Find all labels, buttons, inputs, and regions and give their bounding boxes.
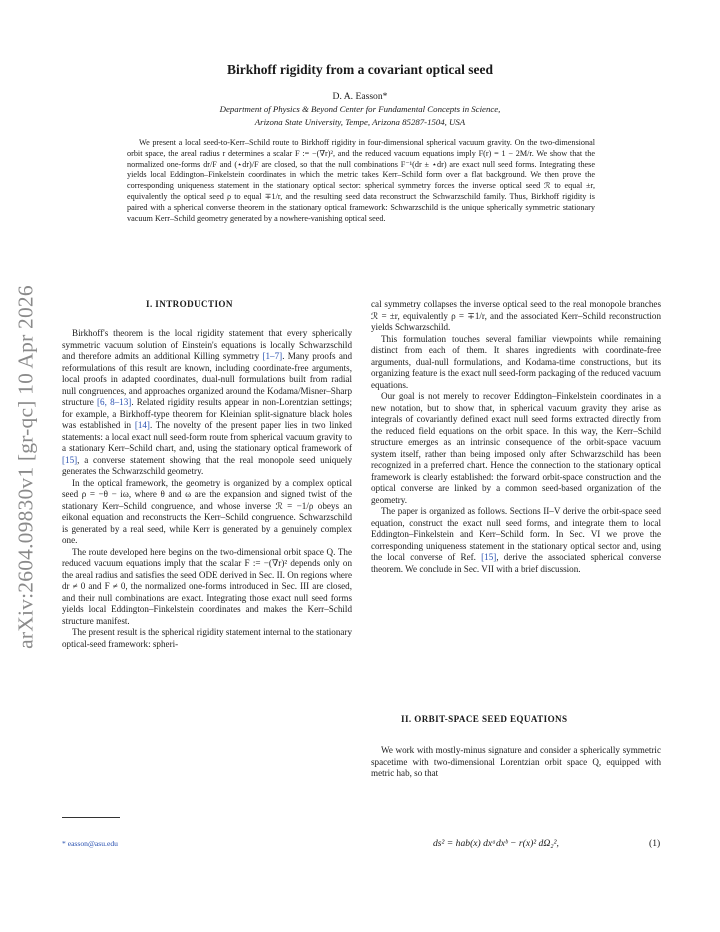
intro-paragraph-4: The present result is the spherical rigidity statement internal to the stationary optical-seed framework: spheri- (62, 627, 352, 649)
footnote-email[interactable]: * easson@asu.edu (62, 839, 118, 848)
section-heading-introduction: I. INTRODUCTION (146, 299, 233, 309)
left-column (62, 328, 352, 650)
affiliation-line-1: Department of Physics & Beyond Center for Fundamental Concepts in Science, (219, 104, 501, 114)
arxiv-sidebar-stamp (6, 262, 46, 672)
citation-link[interactable]: [15] (481, 552, 497, 562)
affiliation (0, 103, 720, 128)
paper-title: Birkhoff rigidity from a covariant optical seed (227, 62, 493, 77)
intro-paragraph-1: Birkhoff's theorem is the local rigidity statement that every spherically symmetric vacuum solution of Einstein's equations is locally Schwarzschild and therefore admits an additional Killing symmetry [1–7]. Many proofs and reformulations of this result are known, including coordinate-free arguments, local proofs in adapted coordinates, dual-null formulations built from radial null congruences, and approaches organized around the Kodama/Misner–Sharp structure [6, 8–13]. Related rigidity results appear in non-Lorentzian settings; for example, a Birkhoff-type theorem for Kleinian split-signature black holes was established in [14]. The novelty of the present paper lies in two linked statements: a local exact null seed-form route from spherical vacuum gravity to a stationary Kerr–Schild chart, and, using the stationary optical framework of [15], a converse statement showing that the real monopole seed uniquely generates the Schwarzschild geometry. (62, 328, 353, 476)
orbit-section-text (371, 745, 661, 780)
section-heading-orbit-space: II. ORBIT-SPACE SEED EQUATIONS (401, 714, 568, 724)
intro-paragraph-7: Our goal is not merely to recover Eddington–Finkelstein coordinates in a new notation, but to show that, in spherical vacuum gravity they arise as integrals of covariantly defined exact null seed forms extracted directly from the reduced field equations on the orbit space. In this way, the Kerr–Schild structure emerges as an intrinsic consequence of the orbit-space vacuum system itself, rather than being imposed only after Schwarzschild has been recognized in a preferred chart. Hence the connection to the stationary optical framework is clearly established: the forward orbit-space construction and the optical converse are linked by a common seed-based organization of the geometry. (371, 391, 661, 505)
equation-number: (1) (649, 838, 661, 849)
intro-paragraph-8: The paper is organized as follows. Sections II–V derive the orbit-space seed equation, construct the exact null seed forms, and integrate them to local Eddington–Finkelstein and Kerr–Schild form. In Sec. VI we prove the corresponding uniqueness statement in the stationary optical sector and, using the local converse of Ref. [15], derive the associated spherical converse theorem. We conclude in Sec. VII with a brief discussion. (371, 506, 661, 574)
intro-paragraph-5: cal symmetry collapses the inverse optical seed to the real monopole branches ℛ = ±r, equivalently ρ = ∓1/r, and the associated Kerr–Schild reconstruction yields Schwarzschild. (371, 299, 661, 332)
intro-paragraph-3: The route developed here begins on the two-dimensional orbit space Q. The reduced vacuum equations imply that the scalar F := −(∇r)² depends only on the areal radius and satisfies the seed ODE derived in Sec. II. On regions where dr ≠ 0 and F ≠ 0, the normalized one-forms introduced in Sec. III are closed, and their null combinations are exact. Integrating those exact null seed forms yields local Eddington–Finkelstein coordinates and makes the Kerr–Schild structure manifest. (62, 546, 352, 626)
citation-link[interactable]: [1–7] (262, 351, 283, 361)
citation-link[interactable]: [14] (134, 420, 150, 430)
abstract: We present a local seed-to-Kerr–Schild route to Birkhoff rigidity in four-dimensional spherical vacuum gravity. On the two-dimensional orbit space, the areal radius r determines a scalar F := −(∇r)², and the reduced vacuum equations imply F(r) = 1 − 2M/r. We show that the normalized one-forms dr/F and (⋆dr)/F are closed, so that the null combinations F⁻¹(dr ± ⋆dr) are exact null seed forms. Integrating these yields local Eddington–Finkelstein coordinates in which the metric takes Kerr–Schild form over a flat background. We then prove the corresponding uniqueness statement in the stationary optical sector: spherical symmetry forces the inverse optical seed ℛ to equal ±r, equivalently the optical seed ρ to equal ∓1/r, and the resulting seed data reconstruct the Schwarzschild family. Thus, Birkhoff rigidity is paired with a spherical converse theorem in the stationary optical framework: Schwarzschild is the unique spherically symmetric stationary vacuum Kerr–Schild geometry generated by a nowhere-vanishing optical seed. (127, 138, 595, 223)
arxiv-identifier: arXiv:2604.09830v1 [gr-qc] 10 Apr 2026 (13, 285, 38, 649)
intro-paragraph-2: In the optical framework, the geometry is organized by a complex optical seed ρ = −θ − iω, where θ and ω are the expansion and signed twist of the stationary Kerr–Schild congruence, and whose inverse ℛ = −1/ρ obeys an eikonal equation and reconstructs the Kerr–Schild congruence. Schwarzschild is generated by a real seed, while Kerr is generated by a genuinely complex one. (62, 477, 352, 545)
equation-1: ds² = hab(x) dxᵃdxᵇ − r(x)² dΩ₂², (433, 838, 559, 849)
author-line: D. A. Easson* (332, 91, 388, 102)
intro-paragraph-6: This formulation touches several familiar viewpoints while remaining distinct from each of them. It shares ingredients with coordinate-free arguments, dual-null formulations, and Kodama-time constructions, but its organizing feature is the exact null seed-form packaging of the reduced vacuum equations. (371, 333, 661, 390)
citation-link[interactable]: [6, 8–13] (97, 397, 132, 407)
orbit-paragraph-1: We work with mostly-minus signature and consider a spherically symmetric spacetime with two-dimensional Lorentzian orbit space Q, equipped with metric hab, so that (371, 745, 661, 778)
affiliation-line-2: Arizona State University, Tempe, Arizona 85287-1504, USA (254, 116, 466, 127)
right-column (371, 299, 661, 575)
footnote-rule (62, 817, 120, 818)
citation-link[interactable]: [15] (62, 454, 78, 465)
